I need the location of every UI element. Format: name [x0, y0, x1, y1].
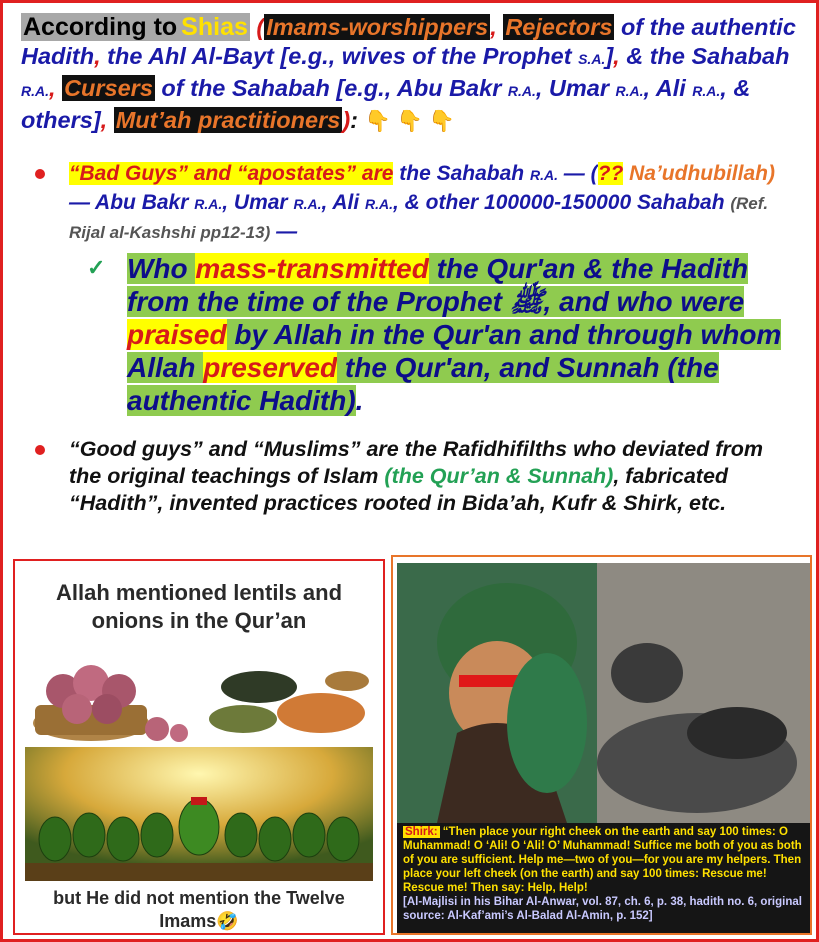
shirk-evidence-panel	[391, 555, 812, 935]
bullet-bad-guys: “Bad Guys” and “apostates” are the Sahabah R.A. — (?? Na’udhubillah) — Abu Bakr R.A., Umar R.A., Ali R.A., & other 100000-150000 Sahabah (Ref. Rijal al-Kashshi pp12-13) —	[69, 162, 775, 243]
tag-cursers: Cursers	[64, 75, 153, 101]
meme-bottom-caption: but He did not mention the Twelve Imams🤣	[53, 888, 345, 931]
quote-source: [Al-Majlisi in his Bihar Al-Anwar, vol. 87, ch. 6, p. 38, hadith no. 6, original source: Al-Kaf’ami’s Al-Balad Al-Amin, p. 152]	[403, 896, 802, 922]
bullet-dot-icon	[35, 445, 45, 455]
tag-mutah-practitioners: Mut’ah practitioners	[115, 107, 341, 133]
meme-top-caption: Allah mentioned lentils and onions in the Qur’an	[55, 580, 343, 633]
tag-imams-worshippers: Imams-worshippers	[266, 14, 489, 40]
header-according-to: According to	[23, 13, 178, 41]
reference-rijal: (Ref. Rijal al-Kashshi pp12-13)	[69, 194, 769, 242]
shirk-label: Shirk:	[405, 826, 438, 838]
header-shias: Shias	[181, 13, 248, 41]
twelve-imams-illustration	[25, 747, 373, 881]
bullet-good-guys: “Good guys” and “Muslims” are the Rafidhifilths who deviated from the original teachings of Islam (the Qur’an & Sunnah), fabricated “Hadith”, invented practices rooted in Bida’ah, Kufr & Shirk, etc.	[69, 437, 764, 515]
pointing-down-hand-icon: 👇 👇 👇	[364, 110, 455, 133]
checked-statement: Who mass-transmitted the Qur'an & the Hadith from the time of the Prophet ﷺ, and who were praised by Allah in the Qur'an and through whom Allah preserved the Qur'an, and Sunnah (the authentic Hadith).	[127, 253, 782, 416]
onions-lentils-illustration	[29, 643, 373, 743]
paintings-and-prostration-photo	[397, 563, 810, 823]
shirk-quote: Shirk: “Then place your right cheek on the earth and say 100 times: O Muhammad! O ‘Ali! O ‘Ali! O’ Muhammad! Suffice me both of you as both of you are sufficient. Help me—two of you—for you are my helpers. Then place your left cheek (on the earth) and say 100 times: Rescue me! Rescue me! Then say: Help, Help! [Al-Majlisi in his Bihar Al-Anwar, vol. 87, ch. 6, p. 38, hadith no. 6, original source: Al-Kaf’ami’s Al-Balad Al-Amin, p. 152]	[397, 823, 810, 933]
tag-rejectors: Rejectors	[505, 14, 613, 40]
checkmark-icon: ✓	[87, 255, 106, 280]
header-text: According to Shias (Imams-worshippers, Rejectors of the authentic Hadith, the Ahl Al-Bayt [e.g., wives of the Prophet S.A.], & the Sahabah R.A., Cursers of the Sahabah [e.g., Abu Bakr R.A., Umar R.A., Ali R.A., & others], Mut’ah practitioners): 👇 👇 👇	[21, 13, 796, 133]
bullet-dot-icon	[35, 169, 45, 179]
meme-lentils-onions	[13, 559, 385, 935]
